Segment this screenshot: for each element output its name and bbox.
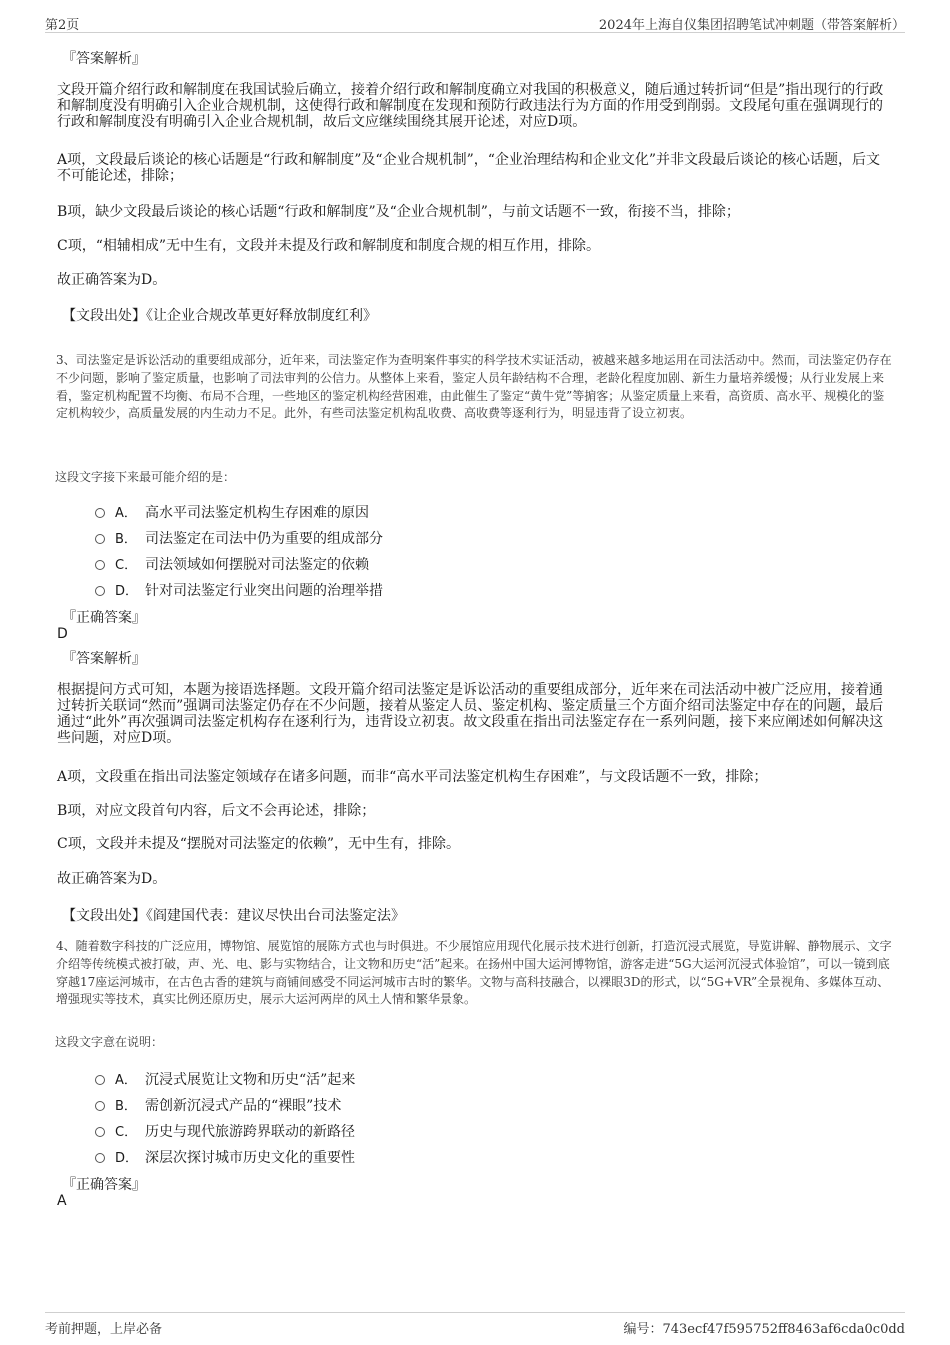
analysis-paragraph: B项，缺少文段最后谈论的核心话题“行政和解制度”及“企业合规机制”，与前文话题不一致，衔接不当，排除； (57, 204, 740, 220)
analysis-label: 『答案解析』 (62, 651, 146, 667)
question-prompt: 这段文字意在说明： (55, 1035, 164, 1049)
option-text: 历史与现代旅游跨界联动的新路径 (145, 1124, 355, 1140)
radio-icon[interactable] (95, 560, 105, 570)
analysis-paragraph: 根据提问方式可知，本题为接语选择题。文段开篇介绍司法鉴定是诉讼活动的重要组成部分，近年来在司法活动中被广泛应用，接着通过转折关联词“然而”强调司法鉴定仍存在不少问题，接着从鉴定人员、鉴定机构、鉴定质量三个方面介绍司法鉴定中存在的问题，最后通过“此外”再次强调司法鉴定机构存在逐利行为，违背设立初衷。故文段重在指出司法鉴定存在一系列问题，接下来应阐述如何解决这些问题，对应D项。 (57, 682, 884, 746)
option-text: 沉浸式展览让文物和历史“活”起来 (145, 1072, 356, 1088)
question-stem: 4、随着数字科技的广泛应用，博物馆、展览馆的展陈方式也与时俱进。不少展馆应用现代化展示技术进行创新，打造沉浸式展览，导览讲解、静物展示、文字介绍等传统模式被打破，声、光、电、影与实物结合，让文物和历史“活”起来。在扬州中国大运河博物馆，游客走进“5G大运河沉浸式体验馆”，可以一镜到底穿越17座运河城市，在古色古香的建筑与商铺间感受不同运河城市古时的繁华。文物与高科技融合，以裸眼3D的形式，以“5G+VR”全景视角、多媒体互动、增强现实等技术，真实比例还原历史，展示大运河两岸的风土人情和繁华景象。 (56, 939, 892, 1007)
page-number: 第2页 (45, 18, 80, 33)
analysis-conclusion: 故正确答案为D。 (57, 272, 167, 288)
option-d[interactable] (95, 1147, 950, 1167)
option-letter: D． (115, 584, 139, 599)
correct-answer: D (57, 626, 68, 642)
radio-icon[interactable] (95, 1153, 105, 1163)
analysis-paragraph: B项，对应文段首句内容，后文不会再论述，排除； (57, 803, 376, 819)
analysis-paragraph: C项，文段并未提及“摆脱对司法鉴定的依赖”，无中生有，排除。 (57, 836, 461, 852)
radio-icon[interactable] (95, 1101, 105, 1111)
option-d[interactable] (95, 580, 950, 600)
footer-slogan: 考前押题，上岸必备 (45, 1322, 163, 1337)
question-stem: 3、司法鉴定是诉讼活动的重要组成部分，近年来，司法鉴定作为查明案件事实的科学技术实证活动，被越来越多地运用在司法活动中。然而，司法鉴定仍存在不少问题，影响了鉴定质量，也影响了司法审判的公信力。从整体上来看，鉴定人员年龄结构不合理，老龄化程度加剧、新生力量培养缓慢；从行业发展上来看，鉴定机构配置不均衡、布局不合理，一些地区的鉴定机构经营困难，由此催生了鉴定“黄牛党”等掮客；从鉴定质量上来看，高资质、高水平、规模化的鉴定机构较少，高质量发展的内生动力不足。此外，有些司法鉴定机构乱收费、高收费等逐利行为，明显违背了设立初衷。 (56, 353, 892, 421)
option-text: 需创新沉浸式产品的“裸眼”技术 (145, 1098, 342, 1114)
document-id: 编号：743ecf47f595752ff8463af6cda0c0dd (623, 1322, 905, 1337)
option-text: 深层次探讨城市历史文化的重要性 (145, 1150, 355, 1166)
option-text: 针对司法鉴定行业突出问题的治理举措 (145, 583, 383, 599)
option-letter: D． (115, 1151, 139, 1166)
page-footer (45, 1312, 905, 1337)
page-header (45, 12, 905, 33)
analysis-paragraph: A项，文段最后谈论的核心话题是“行政和解制度”及“企业合规机制”，“企业治理结构和企业文化”并非文段最后谈论的核心话题，后文不可能论述，排除； (57, 152, 881, 184)
source-citation: 【文段出处】《让企业合规改革更好释放制度红利》 (62, 308, 377, 324)
radio-icon[interactable] (95, 508, 105, 518)
question-prompt: 这段文字接下来最可能介绍的是： (55, 470, 236, 484)
option-text: 司法鉴定在司法中仍为重要的组成部分 (145, 531, 383, 547)
analysis-label: 『答案解析』 (62, 51, 146, 67)
analysis-paragraph: 文段开篇介绍行政和解制度在我国试验后确立，接着介绍行政和解制度确立对我国的积极意义，随后通过转折词“但是”指出现行的行政和解制度没有明确引入企业合规机制，这使得行政和解制度在发现和预防行政违法行为方面的作用受到削弱。文段尾句重在强调现行的行政和解制度没有明确引入企业合规机制，故后文应继续围绕其展开论述，对应D项。 (57, 82, 884, 130)
option-c[interactable] (95, 1121, 950, 1141)
analysis-paragraph: C项，“相辅相成”无中生有，文段并未提及行政和解制度和制度合规的相互作用，排除。 (57, 238, 601, 254)
radio-icon[interactable] (95, 586, 105, 596)
option-text: 司法领域如何摆脱对司法鉴定的依赖 (145, 557, 369, 573)
radio-icon[interactable] (95, 1127, 105, 1137)
option-a[interactable] (95, 1069, 950, 1089)
document-title: 2024年上海自仪集团招聘笔试冲刺题（带答案解析） (598, 18, 905, 33)
option-letter: B． (115, 1099, 137, 1114)
option-a[interactable] (95, 502, 950, 522)
option-letter: A． (115, 1073, 137, 1088)
analysis-paragraph: A项，文段重在指出司法鉴定领域存在诸多问题，而非“高水平司法鉴定机构生存困难”，与文段话题不一致，排除； (57, 769, 768, 785)
option-b[interactable] (95, 1095, 950, 1115)
option-letter: B． (115, 532, 137, 547)
analysis-conclusion: 故正确答案为D。 (57, 871, 167, 887)
option-letter: C． (115, 1125, 138, 1140)
correct-answer: A (57, 1193, 67, 1209)
answer-label: 『正确答案』 (62, 1177, 146, 1193)
option-letter: C． (115, 558, 138, 573)
option-letter: A． (115, 506, 137, 521)
radio-icon[interactable] (95, 534, 105, 544)
source-citation: 【文段出处】《阎建国代表：建议尽快出台司法鉴定法》 (62, 908, 405, 924)
radio-icon[interactable] (95, 1075, 105, 1085)
option-text: 高水平司法鉴定机构生存困难的原因 (145, 505, 369, 521)
option-b[interactable] (95, 528, 950, 548)
option-c[interactable] (95, 554, 950, 574)
answer-label: 『正确答案』 (62, 610, 146, 626)
